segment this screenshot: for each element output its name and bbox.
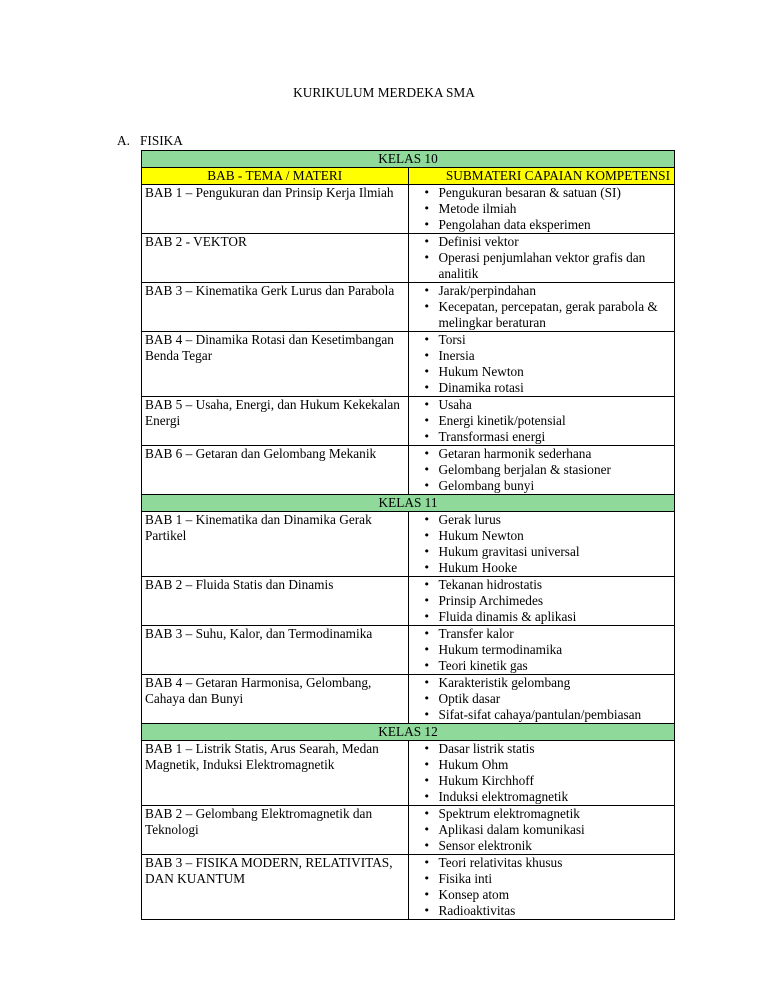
- subtopic-item: • Hukum gravitasi universal: [412, 544, 672, 560]
- subtopic-item: • Transformasi energi: [412, 429, 672, 445]
- subtopic-list: [412, 626, 672, 674]
- subtopic-item: • Sifat-sifat cahaya/pantulan/pembiasan: [412, 707, 672, 723]
- subtopic-list: [412, 283, 672, 331]
- subtopic-item: • Induksi elektromagnetik: [412, 789, 672, 805]
- chapter-subtopics: [408, 446, 675, 495]
- subtopic-item: • Inersia: [412, 348, 672, 364]
- document-title: KURIKULUM MERDEKA SMA: [293, 85, 475, 100]
- subtopic-item: • Prinsip Archimedes: [412, 593, 672, 609]
- grade-row: [142, 724, 675, 741]
- chapter-subtopics: [408, 741, 675, 806]
- subtopic-item: • Hukum Hooke: [412, 560, 672, 576]
- chapter-subtopics: [408, 185, 675, 234]
- chapter-title: BAB 3 – Kinematika Gerk Lurus dan Parabola: [142, 283, 409, 332]
- subtopic-item: • Konsep atom: [412, 887, 672, 903]
- grade-label: KELAS 12: [142, 724, 675, 741]
- subtopic-item: • Operasi penjumlahan vektor grafis dan analitik: [412, 250, 672, 282]
- chapter-subtopics: [408, 283, 675, 332]
- chapter-title: BAB 4 – Dinamika Rotasi dan Kesetimbangan Benda Tegar: [142, 332, 409, 397]
- chapter-row: [142, 577, 675, 626]
- section-heading: [117, 133, 183, 149]
- header-subtopics: SUBMATERI CAPAIAN KOMPETENSI: [408, 168, 675, 185]
- chapter-row: [142, 446, 675, 495]
- chapter-subtopics: [408, 675, 675, 724]
- chapter-subtopics: [408, 577, 675, 626]
- subtopic-item: • Dinamika rotasi: [412, 380, 672, 396]
- chapter-title: BAB 6 – Getaran dan Gelombang Mekanik: [142, 446, 409, 495]
- subtopic-item: • Jarak/perpindahan: [412, 283, 672, 299]
- subtopic-item: • Getaran harmonik sederhana: [412, 446, 672, 462]
- subtopic-item: • Fisika inti: [412, 871, 672, 887]
- subtopic-item: • Gerak lurus: [412, 512, 672, 528]
- subtopic-item: • Hukum Newton: [412, 528, 672, 544]
- subtopic-list: [412, 855, 672, 919]
- subtopic-list: [412, 741, 672, 805]
- subtopic-item: • Usaha: [412, 397, 672, 413]
- chapter-title: BAB 1 – Listrik Statis, Arus Searah, Medan Magnetik, Induksi Elektromagnetik: [142, 741, 409, 806]
- subtopic-list: [412, 577, 672, 625]
- chapter-title: BAB 2 – Gelombang Elektromagnetik dan Teknologi: [142, 806, 409, 855]
- chapter-row: [142, 185, 675, 234]
- subtopic-item: • Teori kinetik gas: [412, 658, 672, 674]
- chapter-title: BAB 2 – Fluida Statis dan Dinamis: [142, 577, 409, 626]
- chapter-subtopics: [408, 234, 675, 283]
- subtopic-item: • Transfer kalor: [412, 626, 672, 642]
- chapter-row: [142, 626, 675, 675]
- chapter-subtopics: [408, 806, 675, 855]
- chapter-row: [142, 332, 675, 397]
- subtopic-item: • Teori relativitas khusus: [412, 855, 672, 871]
- subtopic-item: • Energi kinetik/potensial: [412, 413, 672, 429]
- curriculum-table-body: [142, 151, 675, 920]
- chapter-subtopics: [408, 512, 675, 577]
- subtopic-item: • Hukum Newton: [412, 364, 672, 380]
- subtopic-item: • Pengukuran besaran & satuan (SI): [412, 185, 672, 201]
- grade-row: [142, 151, 675, 168]
- chapter-title: BAB 4 – Getaran Harmonisa, Gelombang, Cahaya dan Bunyi: [142, 675, 409, 724]
- chapter-row: [142, 512, 675, 577]
- subtopic-item: • Spektrum elektromagnetik: [412, 806, 672, 822]
- header-chapter: BAB - TEMA / MATERI: [142, 168, 409, 185]
- chapter-subtopics: [408, 332, 675, 397]
- subtopic-item: • Kecepatan, percepatan, gerak parabola & melingkar beraturan: [412, 299, 672, 331]
- subtopic-item: • Pengolahan data eksperimen: [412, 217, 672, 233]
- grade-row: [142, 495, 675, 512]
- subtopic-list: [412, 332, 672, 396]
- grade-label: KELAS 10: [142, 151, 675, 168]
- subtopic-list: [412, 234, 672, 282]
- subtopic-list: [412, 185, 672, 233]
- grade-label: KELAS 11: [142, 495, 675, 512]
- subtopic-item: • Hukum Kirchhoff: [412, 773, 672, 789]
- table-header-row: [142, 168, 675, 185]
- subtopic-item: • Metode ilmiah: [412, 201, 672, 217]
- subtopic-item: • Fluida dinamis & aplikasi: [412, 609, 672, 625]
- chapter-title: BAB 3 – FISIKA MODERN, RELATIVITAS, DAN KUANTUM: [142, 855, 409, 920]
- subtopic-item: • Tekanan hidrostatis: [412, 577, 672, 593]
- subtopic-item: • Sensor elektronik: [412, 838, 672, 854]
- curriculum-table: [141, 150, 675, 920]
- chapter-title: BAB 3 – Suhu, Kalor, dan Termodinamika: [142, 626, 409, 675]
- subtopic-item: • Optik dasar: [412, 691, 672, 707]
- chapter-row: [142, 675, 675, 724]
- subtopic-list: [412, 806, 672, 854]
- chapter-row: [142, 397, 675, 446]
- subtopic-item: • Aplikasi dalam komunikasi: [412, 822, 672, 838]
- subtopic-list: [412, 675, 672, 723]
- subtopic-list: [412, 512, 672, 576]
- subtopic-item: • Radioaktivitas: [412, 903, 672, 919]
- subtopic-item: • Definisi vektor: [412, 234, 672, 250]
- subtopic-item: • Dasar listrik statis: [412, 741, 672, 757]
- subtopic-item: • Gelombang bunyi: [412, 478, 672, 494]
- chapter-title: BAB 1 – Pengukuran dan Prinsip Kerja Ilmiah: [142, 185, 409, 234]
- chapter-subtopics: [408, 397, 675, 446]
- chapter-row: [142, 283, 675, 332]
- section-letter: A.: [117, 133, 130, 148]
- chapter-title: BAB 1 – Kinematika dan Dinamika Gerak Partikel: [142, 512, 409, 577]
- chapter-title: BAB 5 – Usaha, Energi, dan Hukum Kekekalan Energi: [142, 397, 409, 446]
- subtopic-list: [412, 397, 672, 445]
- subtopic-item: • Hukum termodinamika: [412, 642, 672, 658]
- chapter-subtopics: [408, 855, 675, 920]
- chapter-subtopics: [408, 626, 675, 675]
- chapter-row: [142, 806, 675, 855]
- subtopic-item: • Hukum Ohm: [412, 757, 672, 773]
- chapter-row: [142, 855, 675, 920]
- chapter-row: [142, 234, 675, 283]
- subtopic-item: • Karakteristik gelombang: [412, 675, 672, 691]
- subtopic-list: [412, 446, 672, 494]
- subtopic-item: • Torsi: [412, 332, 672, 348]
- chapter-row: [142, 741, 675, 806]
- section-name: FISIKA: [140, 133, 183, 148]
- subtopic-item: • Gelombang berjalan & stasioner: [412, 462, 672, 478]
- chapter-title: BAB 2 - VEKTOR: [142, 234, 409, 283]
